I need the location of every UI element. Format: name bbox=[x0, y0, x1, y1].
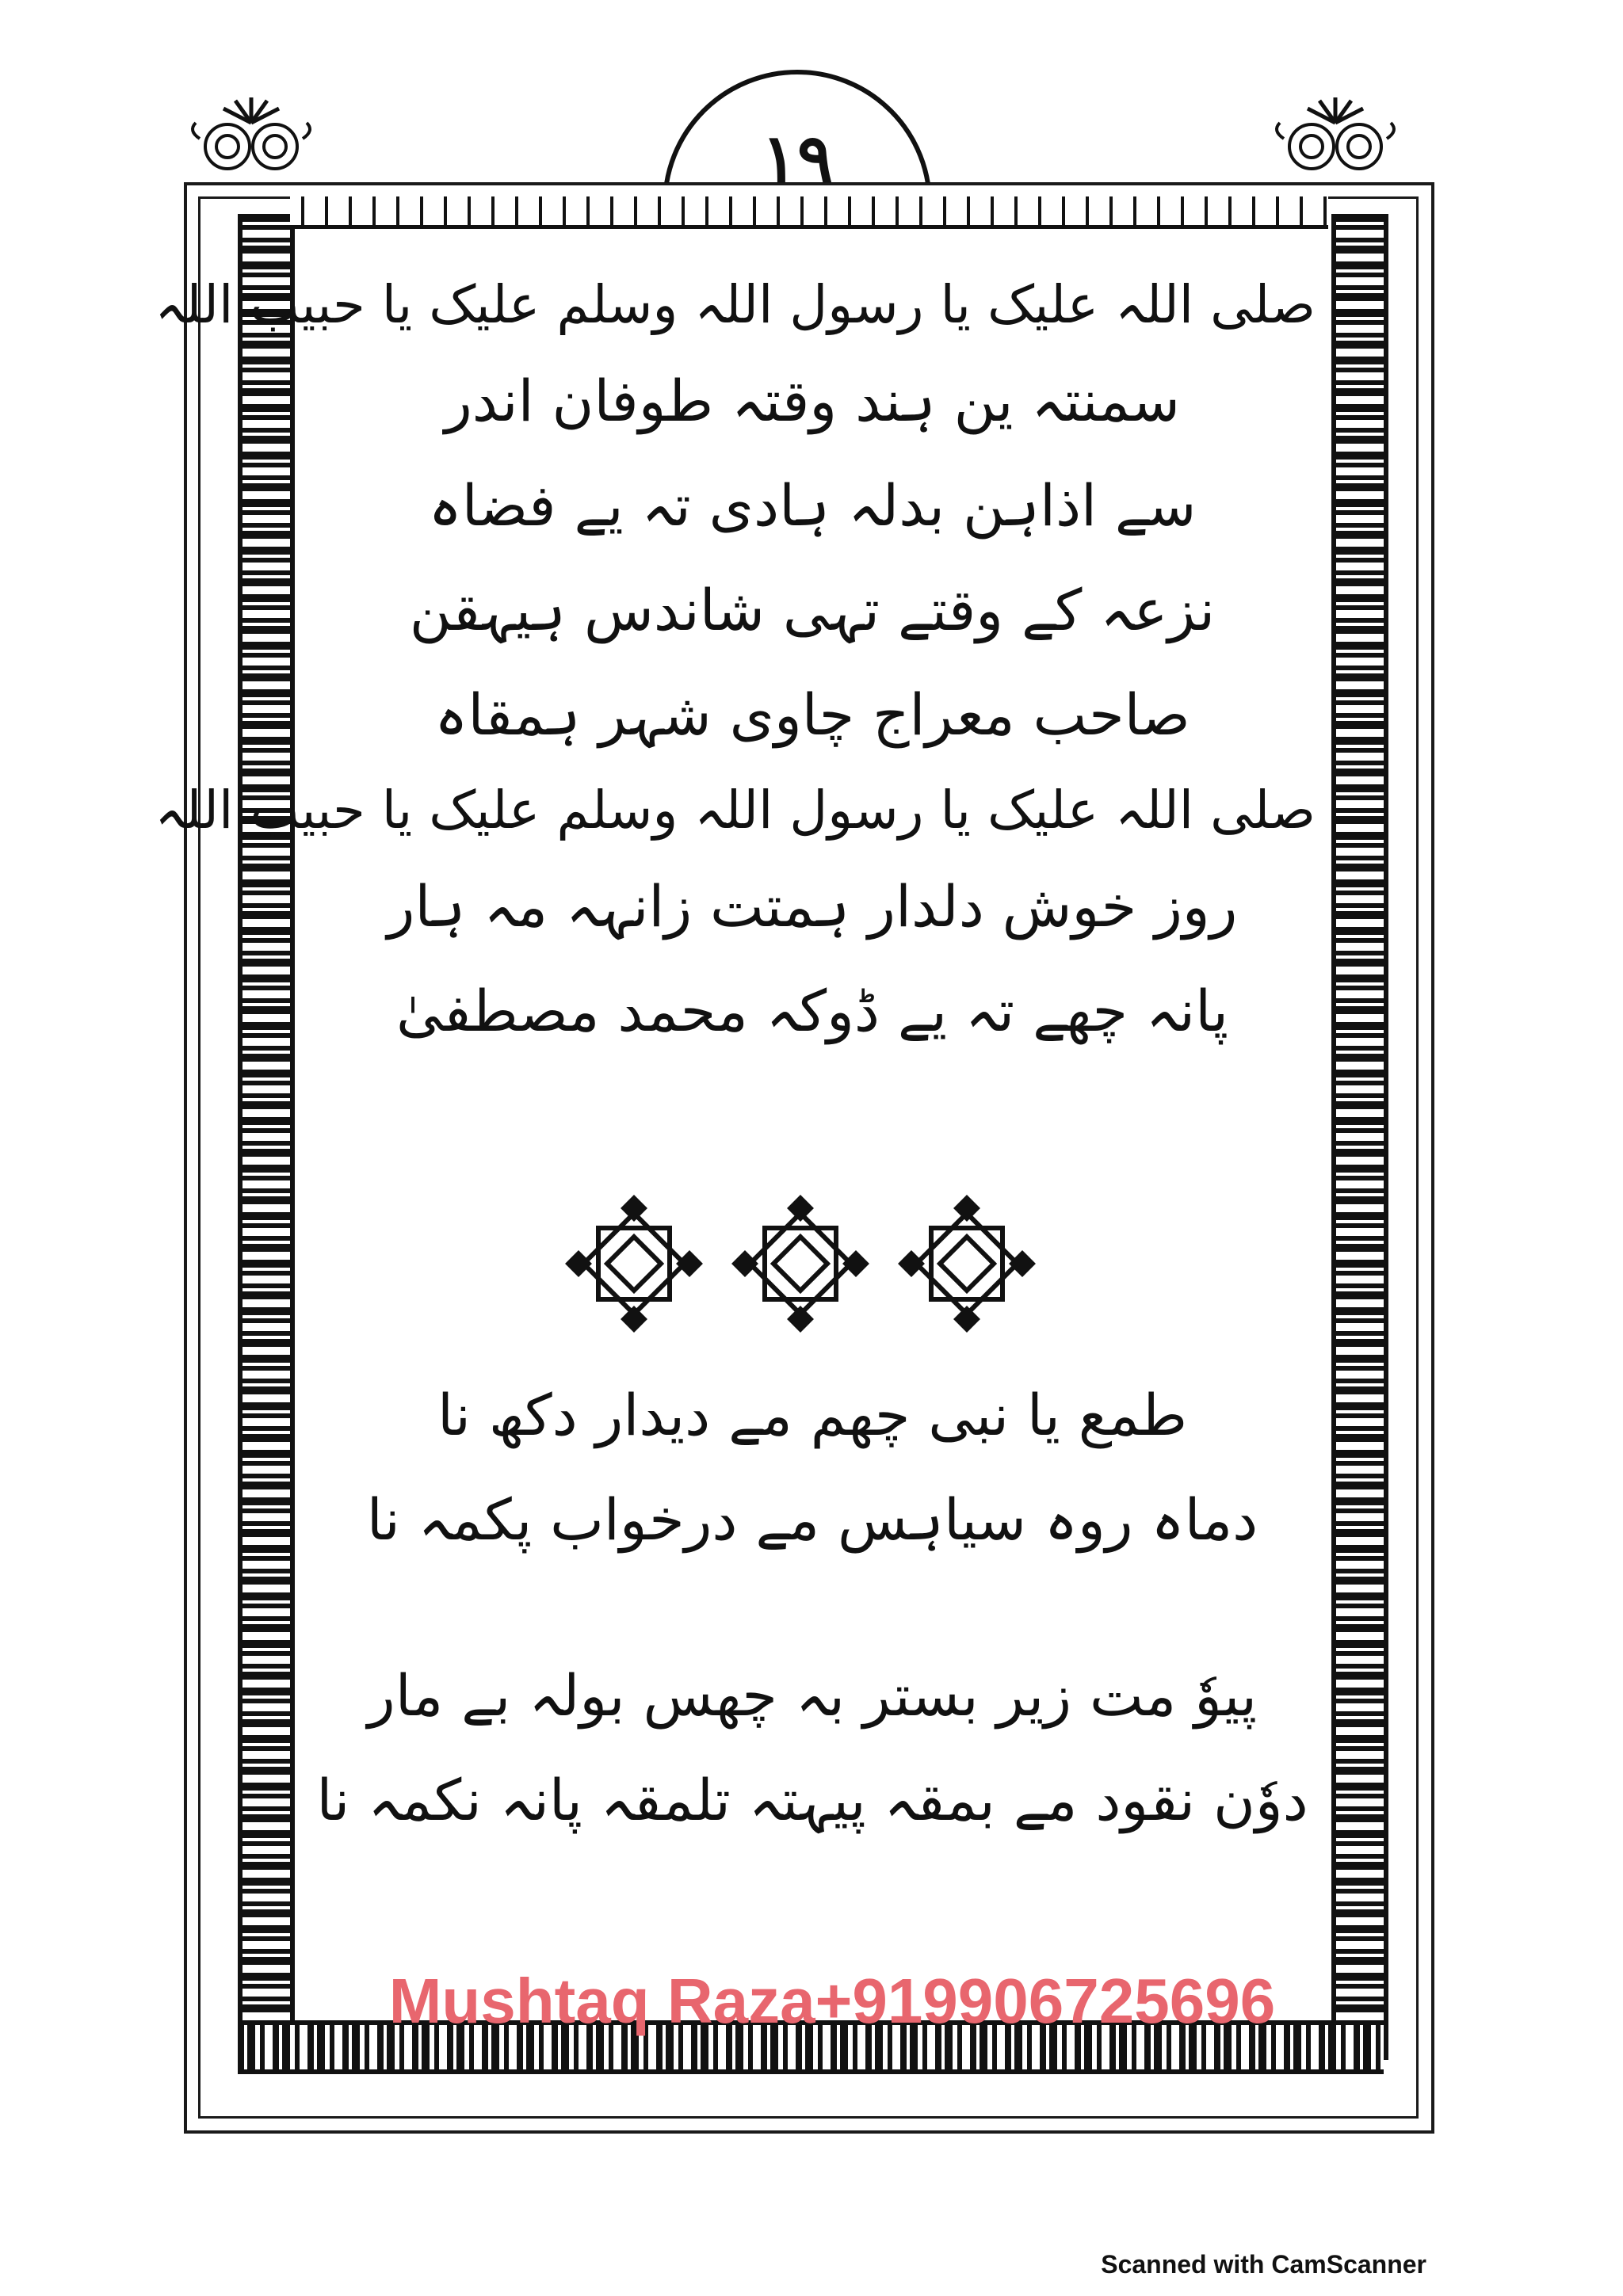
scanner-credit: Scanned with CamScanner bbox=[1101, 2250, 1426, 2279]
star-motif-row bbox=[563, 1192, 1038, 1343]
verse-line: دماہ روہ سیاہس مے درخواب پکمہ نا bbox=[366, 1486, 1258, 1553]
verse-line: دوٗن نقود مے بمقہ پیہتہ تلمقہ پانہ نکمہ نا bbox=[316, 1767, 1308, 1833]
verse-line: روز خوش دلدار ہمتت زانہہ مہ ہار bbox=[387, 873, 1238, 940]
verse-line: صاحب معراج چاوی شہر ہمقاہ bbox=[434, 681, 1190, 748]
salam-line: صلی اللہ علیک یا رسول اللہ وسلم علیک یا حبیب اللہ bbox=[155, 274, 1316, 335]
verse-line: طمع یا نبی چھم مے دیدار دکھ نا bbox=[437, 1382, 1188, 1448]
corner-ornament-right-icon bbox=[1268, 91, 1403, 178]
poem-body bbox=[155, 261, 1316, 1063]
star-motif-icon bbox=[896, 1192, 1038, 1335]
right-chain-border bbox=[1331, 214, 1388, 2060]
corner-ornament-left-icon bbox=[184, 91, 319, 178]
verse-line: پانہ چھے تہ یے ڈوکہ محمد مصطفیٰ bbox=[395, 978, 1229, 1044]
verse-line: پیوٗ مت زیر بستر بہ چھس بولہ بے مار bbox=[367, 1662, 1258, 1729]
stanza-spacer bbox=[309, 1572, 1316, 1643]
verse-line: سے اذاہن بدلہ ہادی تہ یے فضاہ bbox=[428, 472, 1197, 539]
top-scallop-border bbox=[290, 196, 1328, 229]
watermark-text: Mushtaq Raza+919906725696 bbox=[388, 1966, 1276, 2036]
star-motif-icon bbox=[563, 1192, 705, 1335]
page-number: ١٩ bbox=[761, 119, 834, 197]
poem-body-lower bbox=[309, 1363, 1316, 1852]
salam-line: صلی اللہ علیک یا رسول اللہ وسلم علیک یا حبیب اللہ bbox=[155, 780, 1316, 841]
star-motif-icon bbox=[729, 1192, 872, 1335]
left-chain-border bbox=[238, 214, 295, 2060]
verse-line: سمنتہ ین ہند وقتہ طوفان اندر bbox=[444, 368, 1181, 434]
verse-line: نزعہ کے وقتے تہی شاندس ہیہقن bbox=[409, 577, 1216, 643]
